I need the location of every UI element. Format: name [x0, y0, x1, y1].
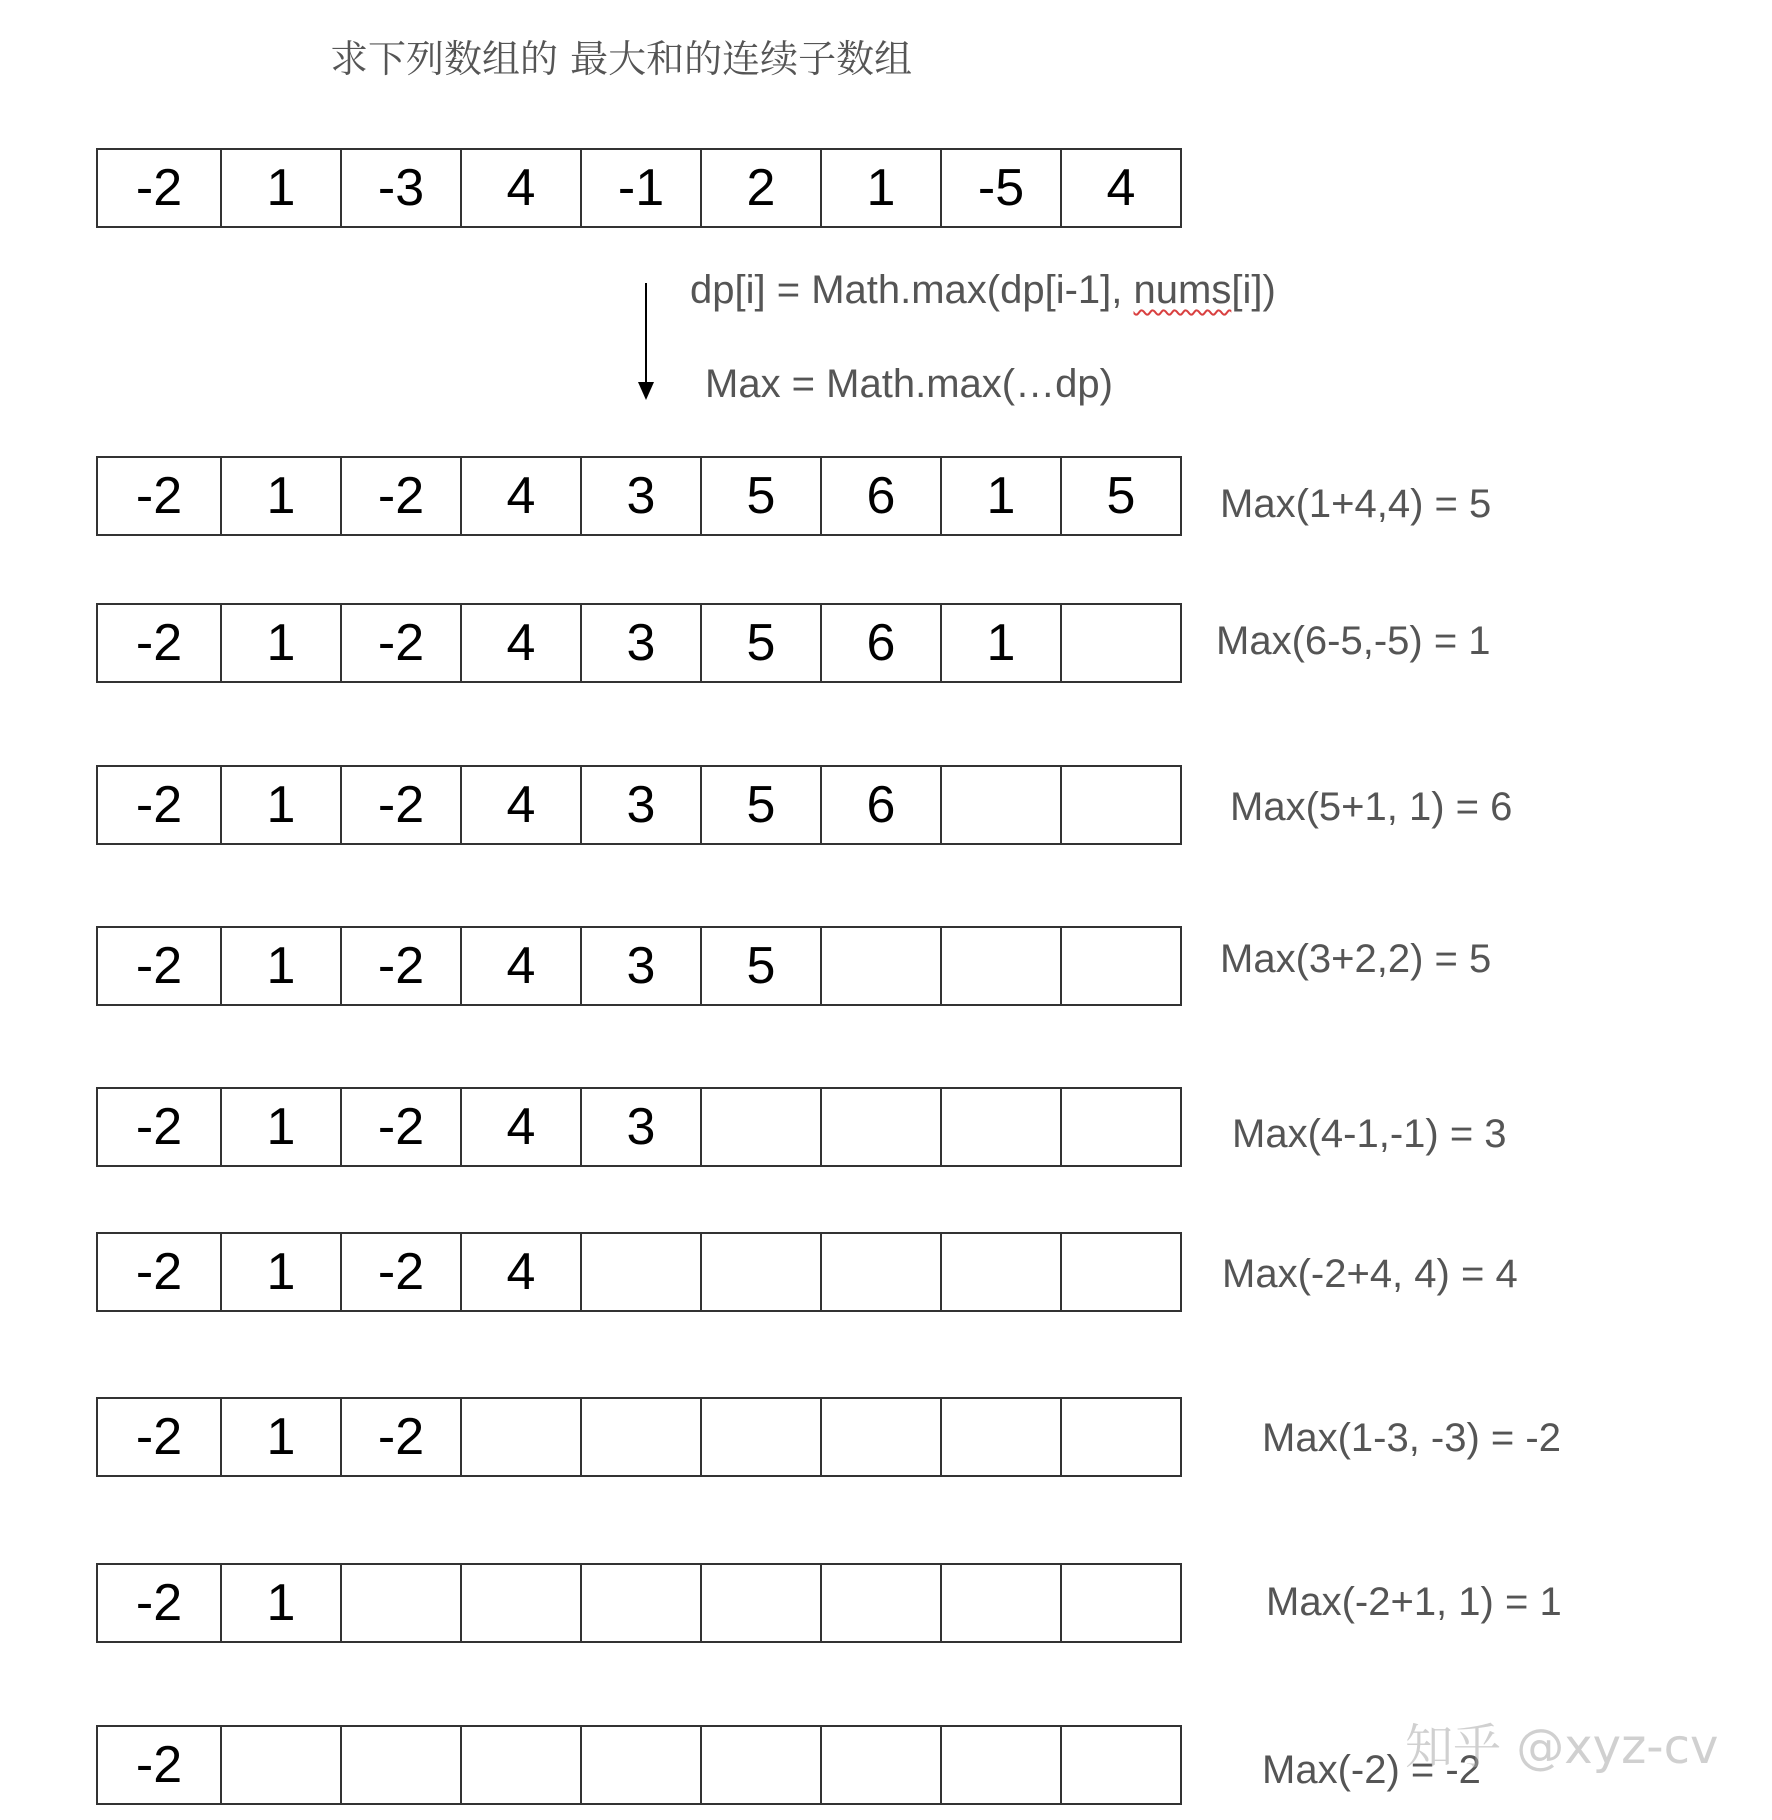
dp-cell: -2: [340, 1234, 460, 1310]
array-cell: -5: [940, 150, 1060, 226]
dp-cell: [700, 1399, 820, 1475]
dp-cell: [940, 767, 1060, 843]
dp-cell: -2: [340, 1399, 460, 1475]
dp-step-label: Max(3+2,2) = 5: [1220, 937, 1492, 981]
dp-cell: -2: [135, 937, 183, 995]
dp-step-label: Max(1+4,4) = 5: [1220, 482, 1492, 526]
dp-row: [96, 603, 1182, 683]
dp-cell: 1: [220, 458, 340, 534]
formula-prefix: dp[i] = Math.max(dp[i-1],: [690, 268, 1134, 312]
dp-row: [96, 1232, 1182, 1312]
dp-row: [96, 1563, 1182, 1643]
dp-cell: 4: [460, 605, 580, 681]
dp-cell: [940, 928, 1060, 1004]
dp-cell: 5: [1060, 458, 1180, 534]
dp-cell: [340, 1727, 460, 1803]
dp-row: [96, 765, 1182, 845]
dp-cell: 3: [580, 928, 700, 1004]
dp-cell: 3: [580, 605, 700, 681]
dp-cell: -2: [135, 1408, 183, 1466]
dp-cell: 5: [700, 458, 820, 534]
dp-cell: [940, 1727, 1060, 1803]
dp-cell: -2: [135, 1736, 183, 1794]
dp-step-label: Max(-2+1, 1) = 1: [1266, 1580, 1562, 1624]
dp-cell: 4: [460, 767, 580, 843]
dp-row: [96, 456, 1182, 536]
dp-cell: [1060, 767, 1180, 843]
dp-cell: [220, 1727, 340, 1803]
dp-cell: [1060, 928, 1180, 1004]
dp-cell: 1: [220, 767, 340, 843]
dp-cell: [820, 1565, 940, 1641]
arrow-head-icon: [638, 382, 654, 400]
dp-row: [96, 926, 1182, 1006]
dp-cell: 1: [220, 1234, 340, 1310]
dp-cell: -2: [340, 458, 460, 534]
dp-cell: [1060, 1727, 1180, 1803]
dp-cell: -2: [135, 614, 183, 672]
dp-cell: -2: [340, 928, 460, 1004]
dp-cell: [820, 1727, 940, 1803]
dp-step-label: Max(1-3, -3) = -2: [1262, 1416, 1561, 1460]
dp-cell: [940, 1565, 1060, 1641]
dp-cell: [700, 1565, 820, 1641]
dp-cell: 1: [220, 605, 340, 681]
dp-cell: [820, 1089, 940, 1165]
dp-cell: 5: [700, 767, 820, 843]
dp-cell: [1060, 1399, 1180, 1475]
dp-cell: 5: [700, 928, 820, 1004]
dp-cell: [1060, 605, 1180, 681]
array-cell: -1: [580, 150, 700, 226]
dp-row: [96, 1087, 1182, 1167]
array-cell: 4: [460, 150, 580, 226]
dp-cell: 3: [580, 767, 700, 843]
dp-cell: -2: [135, 467, 183, 525]
dp-cell: -2: [340, 767, 460, 843]
recurrence-formula: [690, 268, 1276, 313]
dp-cell: [1060, 1234, 1180, 1310]
dp-cell: 6: [820, 605, 940, 681]
watermark: 知乎 @xyz-cv: [1405, 1719, 1719, 1775]
dp-cell: [700, 1234, 820, 1310]
dp-cell: 6: [820, 458, 940, 534]
array-cell: 4: [1060, 150, 1180, 226]
dp-cell: 4: [460, 928, 580, 1004]
dp-cell: [580, 1565, 700, 1641]
dp-cell: [340, 1565, 460, 1641]
dp-row: [96, 1725, 1182, 1805]
array-cell: 2: [700, 150, 820, 226]
dp-cell: -2: [135, 1243, 183, 1301]
dp-cell: 4: [460, 1089, 580, 1165]
dp-cell: -2: [340, 1089, 460, 1165]
dp-cell: [940, 1089, 1060, 1165]
dp-cell: [580, 1234, 700, 1310]
dp-step-label: Max(4-1,-1) = 3: [1232, 1112, 1507, 1156]
diagram-title: 求下列数组的 最大和的连续子数组: [330, 37, 913, 81]
dp-cell: [700, 1727, 820, 1803]
dp-cell: 1: [220, 928, 340, 1004]
dp-cell: [700, 1089, 820, 1165]
dp-cell: 3: [580, 1089, 700, 1165]
dp-cell: [820, 1234, 940, 1310]
dp-cell: [1060, 1565, 1180, 1641]
max-formula: Max = Math.max(…dp): [705, 362, 1113, 406]
input-array: [96, 148, 1182, 228]
formula-suffix: [i]): [1231, 268, 1276, 312]
dp-cell: 6: [820, 767, 940, 843]
dp-row: [96, 1397, 1182, 1477]
dp-cell: [940, 1399, 1060, 1475]
dp-cell: -2: [135, 1574, 183, 1632]
dp-cell: 1: [220, 1565, 340, 1641]
array-cell: -3: [340, 150, 460, 226]
array-cell: 1: [220, 150, 340, 226]
dp-cell: [820, 1399, 940, 1475]
dp-cell: 4: [460, 1234, 580, 1310]
dp-cell: [580, 1399, 700, 1475]
dp-cell: [460, 1399, 580, 1475]
dp-step-label: Max(-2+4, 4) = 4: [1222, 1252, 1518, 1296]
dp-cell: 1: [220, 1399, 340, 1475]
dp-cell: [460, 1727, 580, 1803]
dp-step-label: Max(-2) = -2: [1262, 1748, 1481, 1792]
dp-cell: 1: [940, 458, 1060, 534]
formula-underlined-word: nums: [1133, 268, 1232, 312]
dp-cell: -2: [135, 776, 183, 834]
dp-cell: -2: [135, 1098, 183, 1156]
array-cell: -2: [135, 159, 183, 217]
down-arrow-icon: [645, 283, 647, 383]
dp-cell: 5: [700, 605, 820, 681]
dp-cell: [820, 928, 940, 1004]
dp-cell: 3: [580, 458, 700, 534]
dp-cell: [1060, 1089, 1180, 1165]
dp-step-label: Max(6-5,-5) = 1: [1216, 619, 1491, 663]
dp-cell: 1: [940, 605, 1060, 681]
dp-cell: 1: [220, 1089, 340, 1165]
dp-cell: -2: [340, 605, 460, 681]
dp-cell: [460, 1565, 580, 1641]
dp-cell: [940, 1234, 1060, 1310]
dp-cell: [580, 1727, 700, 1803]
dp-cell: 4: [460, 458, 580, 534]
array-cell: 1: [820, 150, 940, 226]
dp-step-label: Max(5+1, 1) = 6: [1230, 785, 1513, 829]
